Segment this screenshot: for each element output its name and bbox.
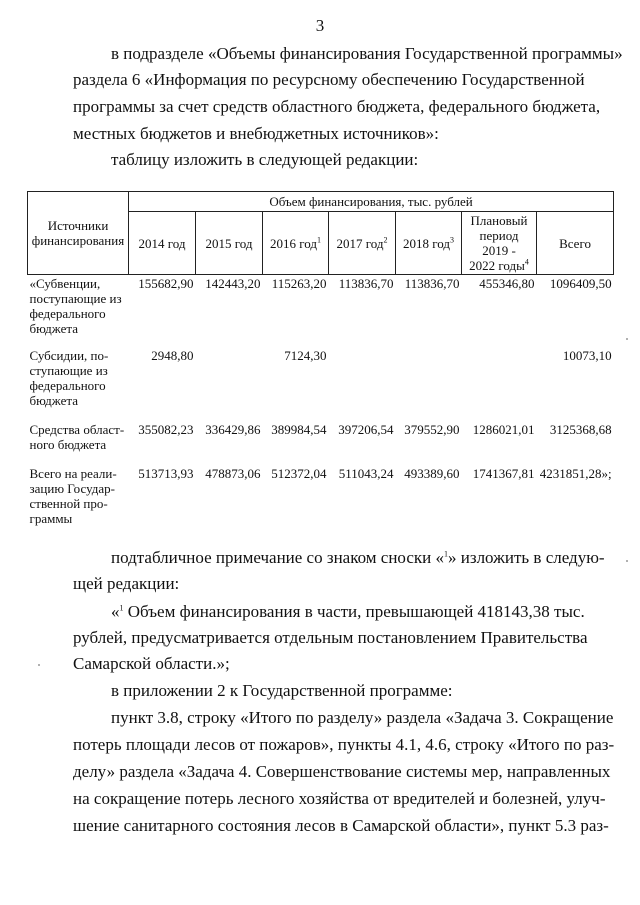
year-header: 2014 год (129, 212, 196, 275)
cell-value: 2948,80 (151, 347, 194, 363)
total-header: Всего (537, 212, 614, 275)
cell-value: 10073,10 (562, 347, 612, 363)
footnote-line-2: рублей, предусматривается отдельным постановлением Правительства (73, 628, 588, 647)
after-line-1: подтабличное примечание со знаком сноски «$^1$» изложить в следую- (111, 548, 605, 567)
cell-value: 389984,54 (271, 421, 327, 437)
row-source: Всего на реали-зацию Государ-ственной про-граммы (29, 465, 117, 526)
point-line-3: делу» раздела «Задача 4. Совершенствование системы мер, направленных (73, 762, 611, 781)
scan-speck (38, 664, 40, 666)
after-line-2: щей редакции: (73, 574, 180, 593)
cell-value: 3125368,68 (549, 421, 612, 437)
table-row (28, 347, 614, 421)
intro-line-1: в подразделе «Объемы финансирования Государственной программы» (111, 44, 623, 63)
table-row (28, 465, 614, 529)
cell-value: 379552,90 (404, 421, 460, 437)
row-source: Средства област-ного бюджета (29, 421, 125, 452)
point-line-2: потерь площади лесов от пожаров», пункты 4.1, 4.6, строку «Итого по раз- (73, 735, 615, 754)
year-header: 2017 год$^2$ (329, 212, 396, 275)
financing-table (27, 191, 614, 529)
row-source: «Субвенции, поступающие из федерального бюджета (29, 276, 122, 336)
intro-line-3: программы за счет средств областного бюджета, федерального бюджета, (73, 97, 601, 116)
year-header: 2015 год (196, 212, 263, 275)
cell-value: 113836,70 (404, 276, 460, 291)
source-column-header: Источники финансирования (28, 192, 129, 275)
appendix-paragraph: в приложении 2 к Государственной программе: (111, 681, 453, 700)
point-line-1: пункт 3.8, строку «Итого по разделу» раздела «Задача 3. Сокращение (111, 708, 614, 727)
cell-value: 155682,90 (138, 276, 194, 291)
scan-speck (626, 338, 628, 340)
cell-value: 512372,04 (271, 465, 327, 481)
cell-value: 1286021,01 (472, 421, 535, 437)
cell-value (329, 347, 396, 421)
cell-value: 115263,20 (271, 276, 327, 291)
cell-value (462, 347, 537, 421)
cell-value: 493389,60 (404, 465, 460, 481)
cell-value: 142443,20 (205, 276, 261, 291)
cell-value: 397206,54 (338, 421, 394, 437)
row-source: Субсидии, по-ступающие из федерального бюджета (29, 347, 109, 408)
year-header: 2018 год$^3$ (396, 212, 462, 275)
cell-value (196, 347, 263, 421)
point-line-4: на сокращение потерь лесного хозяйства от вредителей и болезней, улуч- (73, 789, 606, 808)
intro-line-2: раздела 6 «Информация по ресурсному обеспечению Государственной (73, 70, 585, 89)
footnote-line-1: «$^1$ Объем финансирования в части, превышающей 418143,38 тыс. (111, 602, 585, 621)
table-row (28, 275, 614, 347)
table-row (28, 421, 614, 465)
volume-group-header: Объем финансирования, тыс. рублей (129, 192, 614, 212)
cell-value: 513713,93 (138, 465, 194, 481)
cell-value: 1741367,81 (472, 465, 535, 481)
intro-line-5: таблицу изложить в следующей редакции: (111, 150, 419, 169)
cell-value: 336429,86 (205, 421, 261, 437)
cell-value: 455346,80 (479, 276, 535, 291)
point-line-5: шение санитарного состояния лесов в Самарской области», пункт 5.3 раз- (73, 816, 609, 835)
page-number: 3 (315, 16, 325, 35)
cell-value: 478873,06 (205, 465, 261, 481)
cell-value: 7124,30 (284, 347, 327, 363)
year-header: 2016 год$^1$ (263, 212, 329, 275)
footnote-line-3: Самарской области.»; (73, 654, 230, 673)
cell-value: 113836,70 (338, 276, 394, 291)
cell-value: 1096409,50 (549, 276, 612, 291)
planned-period-header: Плановый период 2019 - 2022 годы$^4$ (462, 212, 537, 275)
cell-value (396, 347, 462, 421)
scan-speck (626, 560, 628, 562)
intro-line-4: местных бюджетов и внебюджетных источников»: (73, 124, 439, 143)
cell-value: 511043,24 (338, 465, 394, 481)
cell-value: 4231851,28»; (539, 465, 612, 481)
cell-value: 355082,23 (138, 421, 194, 437)
